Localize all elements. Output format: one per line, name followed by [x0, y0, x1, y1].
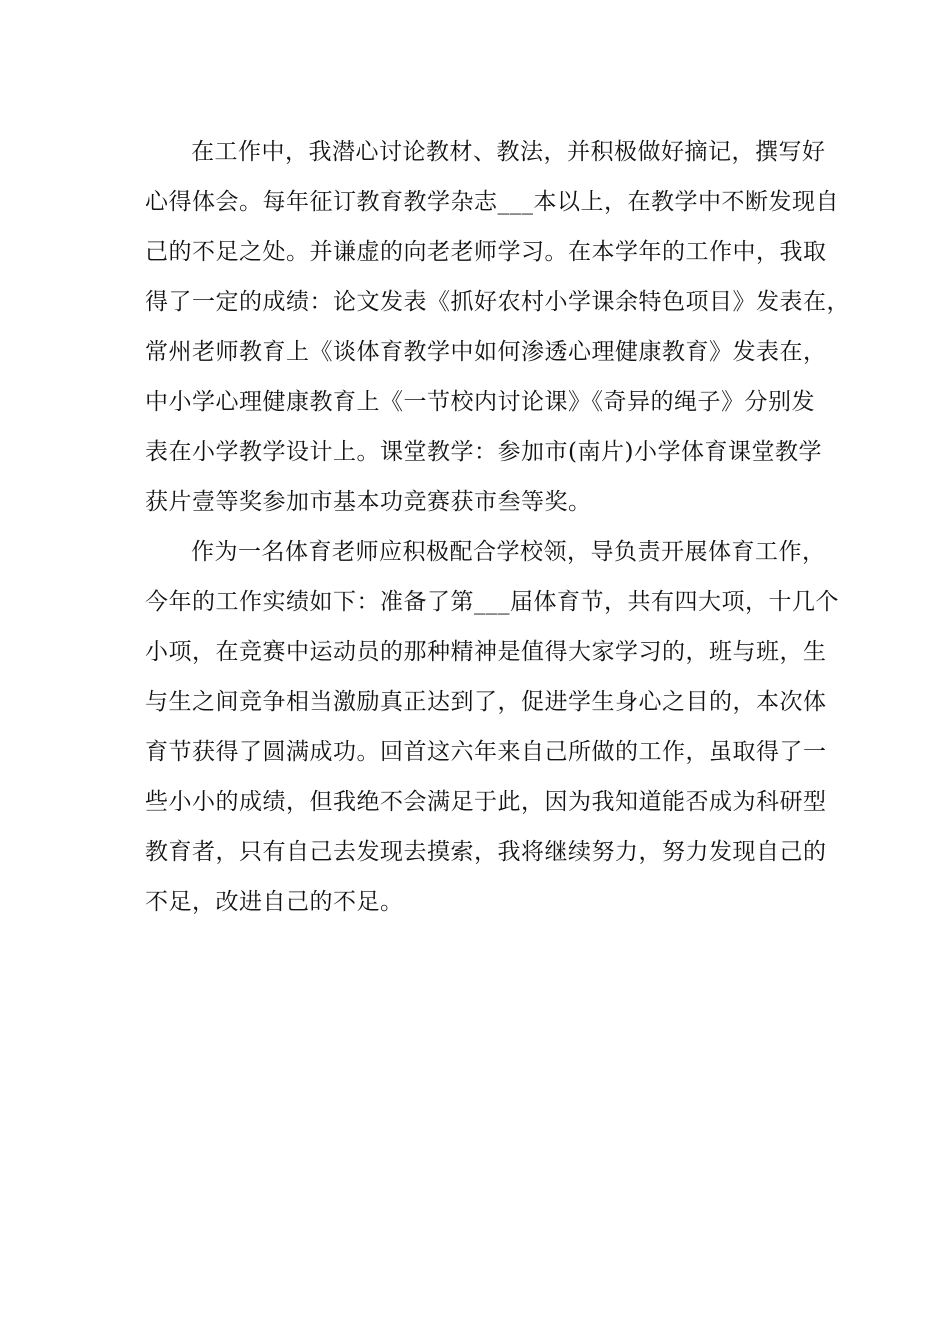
text-line: 表在小学教学设计上。课堂教学：参加市(南片)小学体育课堂教学 — [145, 439, 822, 465]
text-line: 中小学心理健康教育上《一节校内讨论课》《奇异的绳子》分别发 — [145, 389, 815, 415]
text-line: 心得体会。每年征订教育教学杂志___本以上，在教学中不断发现自 — [145, 189, 839, 215]
text-line: 得了一定的成绩：论文发表《抓好农村小学课余特色项目》发表在， — [145, 289, 850, 315]
text-line: 不足，改进自己的不足。 — [145, 889, 404, 915]
text-line: 常州老师教育上《谈体育教学中如何渗透心理健康教育》发表在， — [145, 339, 827, 365]
paragraph-1 — [145, 127, 850, 527]
text-line: 小项，在竞赛中运动员的那种精神是值得大家学习的，班与班，生 — [145, 639, 827, 665]
text-line: 作为一名体育老师应积极配合学校领，导负责开展体育工作， — [191, 539, 826, 565]
text-line: 些小小的成绩，但我绝不会满足于此，因为我知道能否成为科研型 — [145, 789, 827, 815]
text-line: 与生之间竞争相当激励真正达到了，促进学生身心之目的，本次体 — [145, 689, 827, 715]
paragraph-2 — [145, 527, 845, 927]
text-line: 教育者，只有自己去发现去摸索，我将继续努力，努力发现自己的 — [145, 839, 827, 865]
text-line: 获片壹等奖参加市基本功竞赛获市叁等奖。 — [145, 489, 592, 515]
text-line: 育节获得了圆满成功。回首这六年来自己所做的工作，虽取得了一 — [145, 739, 827, 765]
text-line: 今年的工作实绩如下：准备了第___届体育节，共有四大项，十几个 — [145, 589, 839, 615]
text-line: 在工作中，我潜心讨论教材、教法，并积极做好摘记，撰写好 — [191, 139, 826, 165]
text-line: 己的不足之处。并谦虚的向老老师学习。在本学年的工作中，我取 — [145, 239, 827, 265]
